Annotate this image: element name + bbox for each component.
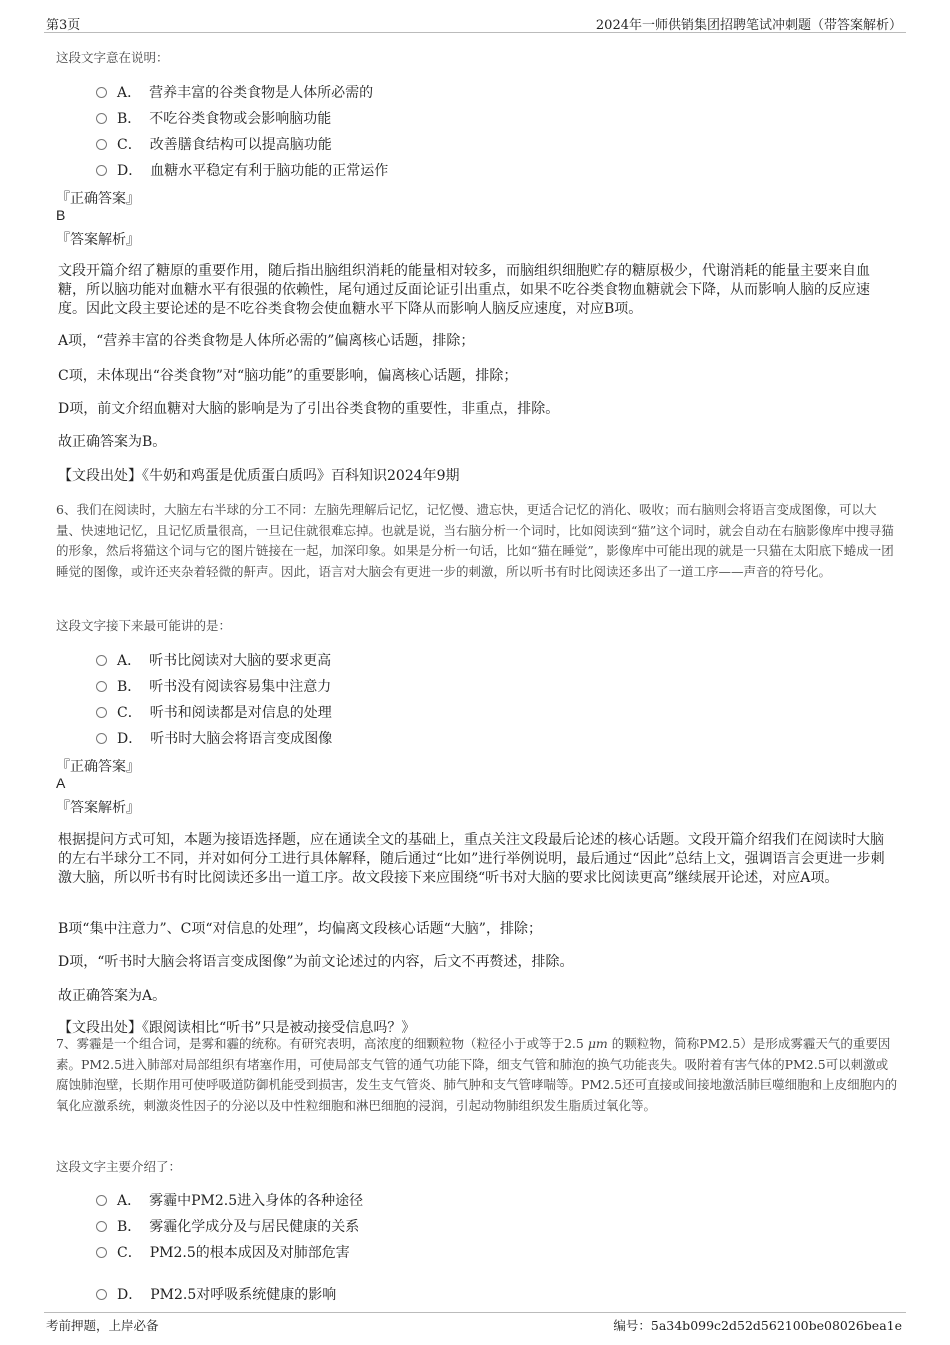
q6-analysis-bc: B项“集中注意力”、C项“对信息的处理”，均偏离文段核心话题“大脑”，排除；	[58, 921, 542, 937]
footer-slogan: 考前押题，上岸必备	[46, 1318, 159, 1333]
q5-analysis-d: D项，前文介绍血糖对大脑的影响是为了引出谷类食物的重要性，非重点，排除。	[58, 401, 560, 417]
q7-option-d[interactable]: D． PM2.5对呼吸系统健康的影响	[96, 1284, 336, 1304]
radio-icon[interactable]	[96, 87, 107, 98]
q5-option-c[interactable]: C． 改善膳食结构可以提高脑功能	[96, 134, 332, 154]
q6-passage: 6、我们在阅读时，大脑左右半球的分工不同：左脑先理解后记忆，记忆慢、遗忘快，更适合记忆的消化、吸收；而右脑则会将语言变成图像，可以大量、快速地记忆，且记忆质量很高，一旦记住就很难忘掉。也就是说，当右脑分析一个词时，比如阅读到“猫”这个词时，就会自动在右脑影像库中搜寻猫的形象，然后将猫这个词与它的图片链接在一起，加深印象。如果是分析一句话，比如“猫在睡觉”，影像库中可能出现的就是一只猫在太阳底下蜷成一团睡觉的图像，或许还夹杂着轻微的鼾声。因此，语言对大脑会有更进一步的刺激，所以听书有时比阅读还多出了一道工序——声音的符号化。	[56, 502, 894, 579]
q5-analysis-a: A项，“营养丰富的谷类食物是人体所必需的”偏离核心话题，排除；	[58, 333, 475, 349]
radio-icon[interactable]	[96, 1247, 107, 1258]
q6-analysis-main: 根据提问方式可知，本题为接语选择题，应在通读全文的基础上，重点关注文段最后论述的核心话题。文段开篇介绍我们在阅读时大脑的左右半球分工不同，并对如何分工进行具体解释，随后通过“比如”进行举例说明，最后通过“因此”总结上文，强调语言会更进一步刺激大脑，所以听书有时比阅读还多出一道工序。故文段接下来应围绕“听书对大脑的要求比阅读更高”继续展开论述，对应A项。	[58, 832, 885, 886]
q6-analysis-label: 『答案解析』	[56, 800, 140, 816]
page-header	[44, 8, 906, 33]
q5-answer-label: 『正确答案』	[56, 191, 140, 207]
page-footer	[44, 1312, 906, 1337]
radio-icon[interactable]	[96, 655, 107, 666]
q7-option-a[interactable]: A． 雾霾中PM2.5进入身体的各种途径	[96, 1190, 363, 1210]
unit-micrometer: μm	[587, 1036, 608, 1051]
radio-icon[interactable]	[96, 139, 107, 150]
q7-stem: 这段文字主要介绍了：	[56, 1159, 182, 1174]
q5-analysis-c: C项，未体现出“谷类食物”对“脑功能”的重要影响，偏离核心话题，排除；	[58, 368, 518, 384]
q5-answer: B	[56, 207, 66, 223]
q7-passage: 7、雾霾是一个组合词，是雾和霾的统称。有研究表明，高浓度的细颗粒物（粒径小于或等于2.5 μm 的颗粒物，简称PM2.5）是形成雾霾天气的重要因素。PM2.5进入肺部对局部组织有堵塞作用，可使局部支气管的通气功能下降，细支气管和肺泡的换气功能丧失。吸附着有害气体的PM2.5可以刺激或腐蚀肺泡壁，长期作用可使呼吸道防御机能受到损害，发生支气管炎、肺气肿和支气管哮喘等。PM2.5还可直接或间接地激活肺巨噬细胞和上皮细胞内的氧化应激系统，刺激炎性因子的分泌以及中性粒细胞和淋巴细胞的浸润，引起动物肺组织发生脂质过氧化等。	[56, 1036, 898, 1113]
page-number: 第3页	[46, 18, 81, 33]
radio-icon[interactable]	[96, 733, 107, 744]
q5-analysis-label: 『答案解析』	[56, 232, 140, 248]
q6-option-b[interactable]: B． 听书没有阅读容易集中注意力	[96, 676, 331, 696]
q5-option-b[interactable]: B． 不吃谷类食物或会影响脑功能	[96, 108, 331, 128]
q6-analysis-d: D项，“听书时大脑会将语言变成图像”为前文论述过的内容，后文不再赘述，排除。	[58, 954, 574, 970]
radio-icon[interactable]	[96, 1289, 107, 1300]
document-code: 编号：5a34b099c2d52d562100be08026bea1e	[613, 1318, 902, 1333]
q6-source: 【文段出处】《跟阅读相比“听书”只是被动接受信息吗？》	[58, 1020, 416, 1036]
q6-answer-label: 『正确答案』	[56, 759, 140, 775]
q5-option-d[interactable]: D． 血糖水平稳定有利于脑功能的正常运作	[96, 160, 388, 180]
radio-icon[interactable]	[96, 113, 107, 124]
q7-option-b[interactable]: B． 雾霾化学成分及与居民健康的关系	[96, 1216, 359, 1236]
q6-answer: A	[56, 775, 66, 791]
q6-conclusion: 故正确答案为A。	[58, 988, 167, 1004]
q5-analysis-main: 文段开篇介绍了糖原的重要作用，随后指出脑组织消耗的能量相对较多，而脑组织细胞贮存的糖原极少，代谢消耗的能量主要来自血糖，所以脑功能对血糖水平有很强的依赖性，尾句通过反面论证引出重点，如果不吃谷类食物血糖就会下降，从而影响人脑的反应速度。因此文段主要论述的是不吃谷类食物会使血糖水平下降从而影响人脑反应速度，对应B项。	[58, 263, 870, 317]
radio-icon[interactable]	[96, 165, 107, 176]
q5-conclusion: 故正确答案为B。	[58, 434, 167, 450]
q6-option-a[interactable]: A． 听书比阅读对大脑的要求更高	[96, 650, 331, 670]
q6-option-d[interactable]: D． 听书时大脑会将语言变成图像	[96, 728, 332, 748]
document-title: 2024年一师供销集团招聘笔试冲刺题（带答案解析）	[595, 18, 902, 33]
radio-icon[interactable]	[96, 707, 107, 718]
radio-icon[interactable]	[96, 1221, 107, 1232]
q6-option-c[interactable]: C． 听书和阅读都是对信息的处理	[96, 702, 332, 722]
radio-icon[interactable]	[96, 681, 107, 692]
q7-option-c[interactable]: C． PM2.5的根本成因及对肺部危害	[96, 1242, 350, 1262]
q5-source: 【文段出处】《牛奶和鸡蛋是优质蛋白质吗》百科知识2024年9期	[58, 468, 460, 484]
q5-option-a[interactable]: A． 营养丰富的谷类食物是人体所必需的	[96, 82, 373, 102]
radio-icon[interactable]	[96, 1195, 107, 1206]
q6-stem: 这段文字接下来最可能讲的是：	[56, 618, 232, 633]
q5-stem: 这段文字意在说明：	[56, 50, 169, 65]
